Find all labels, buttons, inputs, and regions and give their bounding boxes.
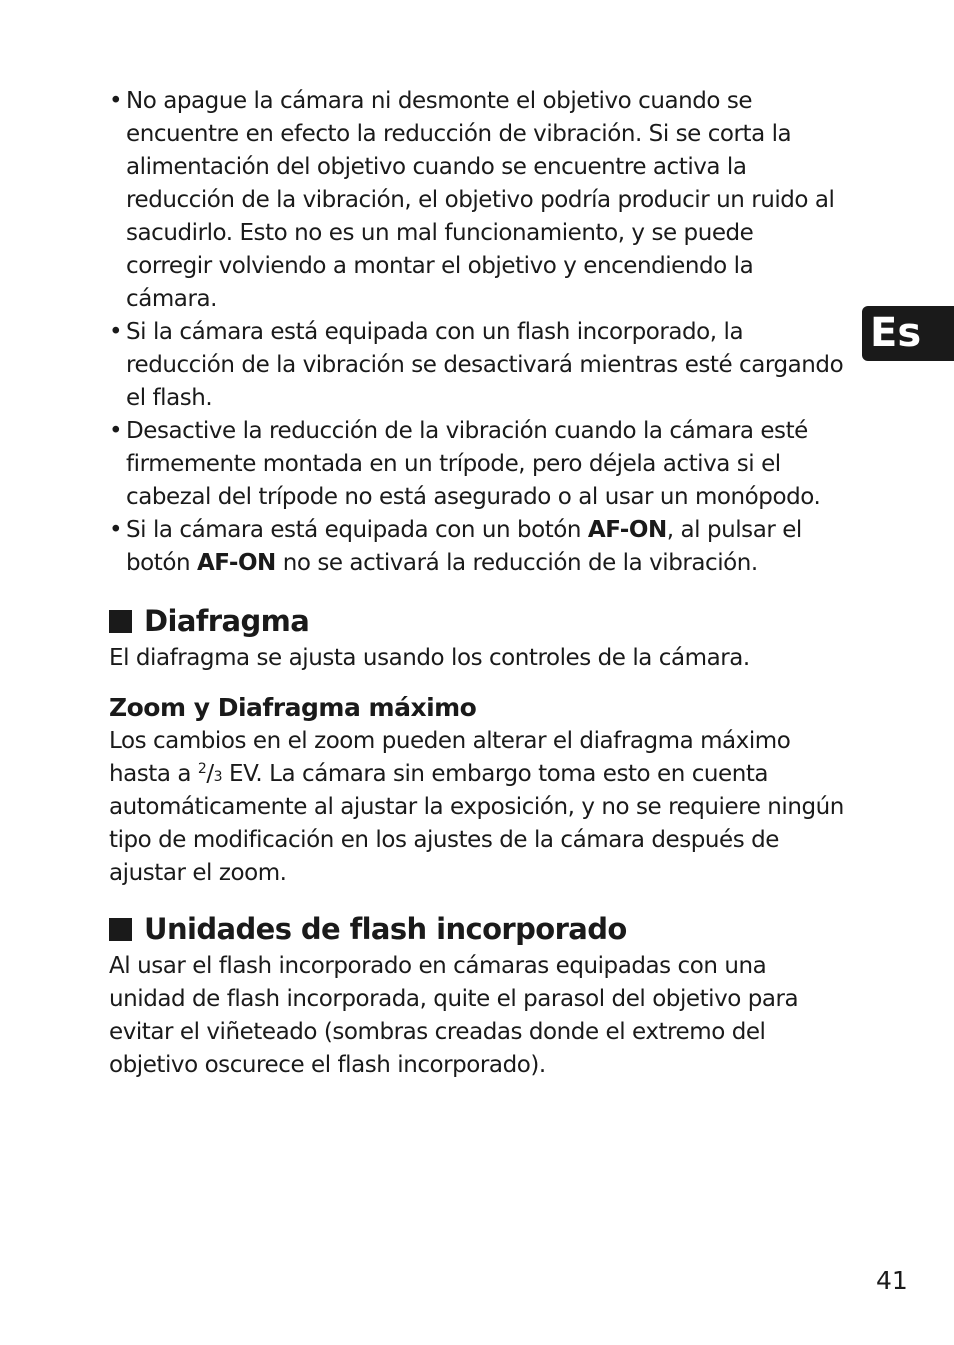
diaphragm-text: El diafragma se ajusta usando los controles de la cámara. (109, 645, 750, 671)
list-item-text: Si la cámara está equipada con un flash incorporado, la reducción de la vibración se desactivará mientras esté cargando el flash. (126, 319, 844, 411)
page-number: 41 (876, 1266, 908, 1295)
fraction: $^2$/3 (197, 761, 223, 787)
section-heading-text: Diafragma (144, 604, 310, 638)
section-heading-text: Unidades de flash incorporado (144, 912, 627, 946)
list-item (109, 514, 844, 580)
section-heading-diaphragm (109, 602, 844, 640)
fraction-denominator: 3 (213, 769, 223, 785)
square-marker-icon (109, 610, 132, 633)
notes-list (109, 85, 844, 580)
af-on-label: AF-ON (196, 550, 276, 576)
list-item (109, 316, 844, 415)
page-content (109, 85, 844, 1082)
bullet-icon: • (109, 517, 123, 543)
bullet-icon: • (109, 418, 123, 444)
af-on-label: AF-ON (587, 517, 667, 543)
square-marker-icon (109, 918, 132, 941)
zoom-text: Los cambios en el zoom pueden alterar el diafragma máximo hasta a (109, 728, 791, 787)
list-item (109, 85, 844, 316)
zoom-paragraph (109, 725, 844, 890)
list-item-text: no se activará la reducción de la vibración. (275, 550, 758, 576)
section-heading-flash (109, 910, 844, 948)
zoom-text: EV. La cámara sin embargo toma esto en cuenta automáticamente al ajustar la exposición, y no se requiere ningún tipo de modificación en los ajustes de la cámara después de ajustar el zoom. (109, 761, 844, 886)
fraction-numerator: 2 (197, 761, 207, 777)
sub-heading-zoom: Zoom y Diafragma máximo (109, 693, 477, 722)
flash-text: Al usar el flash incorporado en cámaras equipadas con una unidad de flash incorporada, quite el parasol del objetivo para evitar el viñeteado (sombras creadas donde el extremo del objetivo oscurece el flash incorporado). (109, 953, 799, 1078)
list-item (109, 415, 844, 514)
list-item-text: , al pulsar el botón (126, 517, 802, 576)
list-item-text: Desactive la reducción de la vibración cuando la cámara esté firmemente montada en un trípode, pero déjela activa si el cabezal del trípode no está asegurado o al usar un monópodo. (126, 418, 821, 510)
list-item-text: Si la cámara está equipada con un botón (126, 517, 588, 543)
list-item-text: No apague la cámara ni desmonte el objetivo cuando se encuentre en efecto la reducción de vibración. Si se corta la alimentación del objetivo cuando se encuentre activa la reducción de la vibración, el objetivo podría producir un ruido al sacudirlo. Esto no es un mal funcionamiento, y se puede corregir volviendo a montar el objetivo y encendiendo la cámara. (126, 88, 835, 312)
bullet-icon: • (109, 88, 123, 114)
language-tab: Es (862, 306, 954, 361)
bullet-icon: • (109, 319, 123, 345)
